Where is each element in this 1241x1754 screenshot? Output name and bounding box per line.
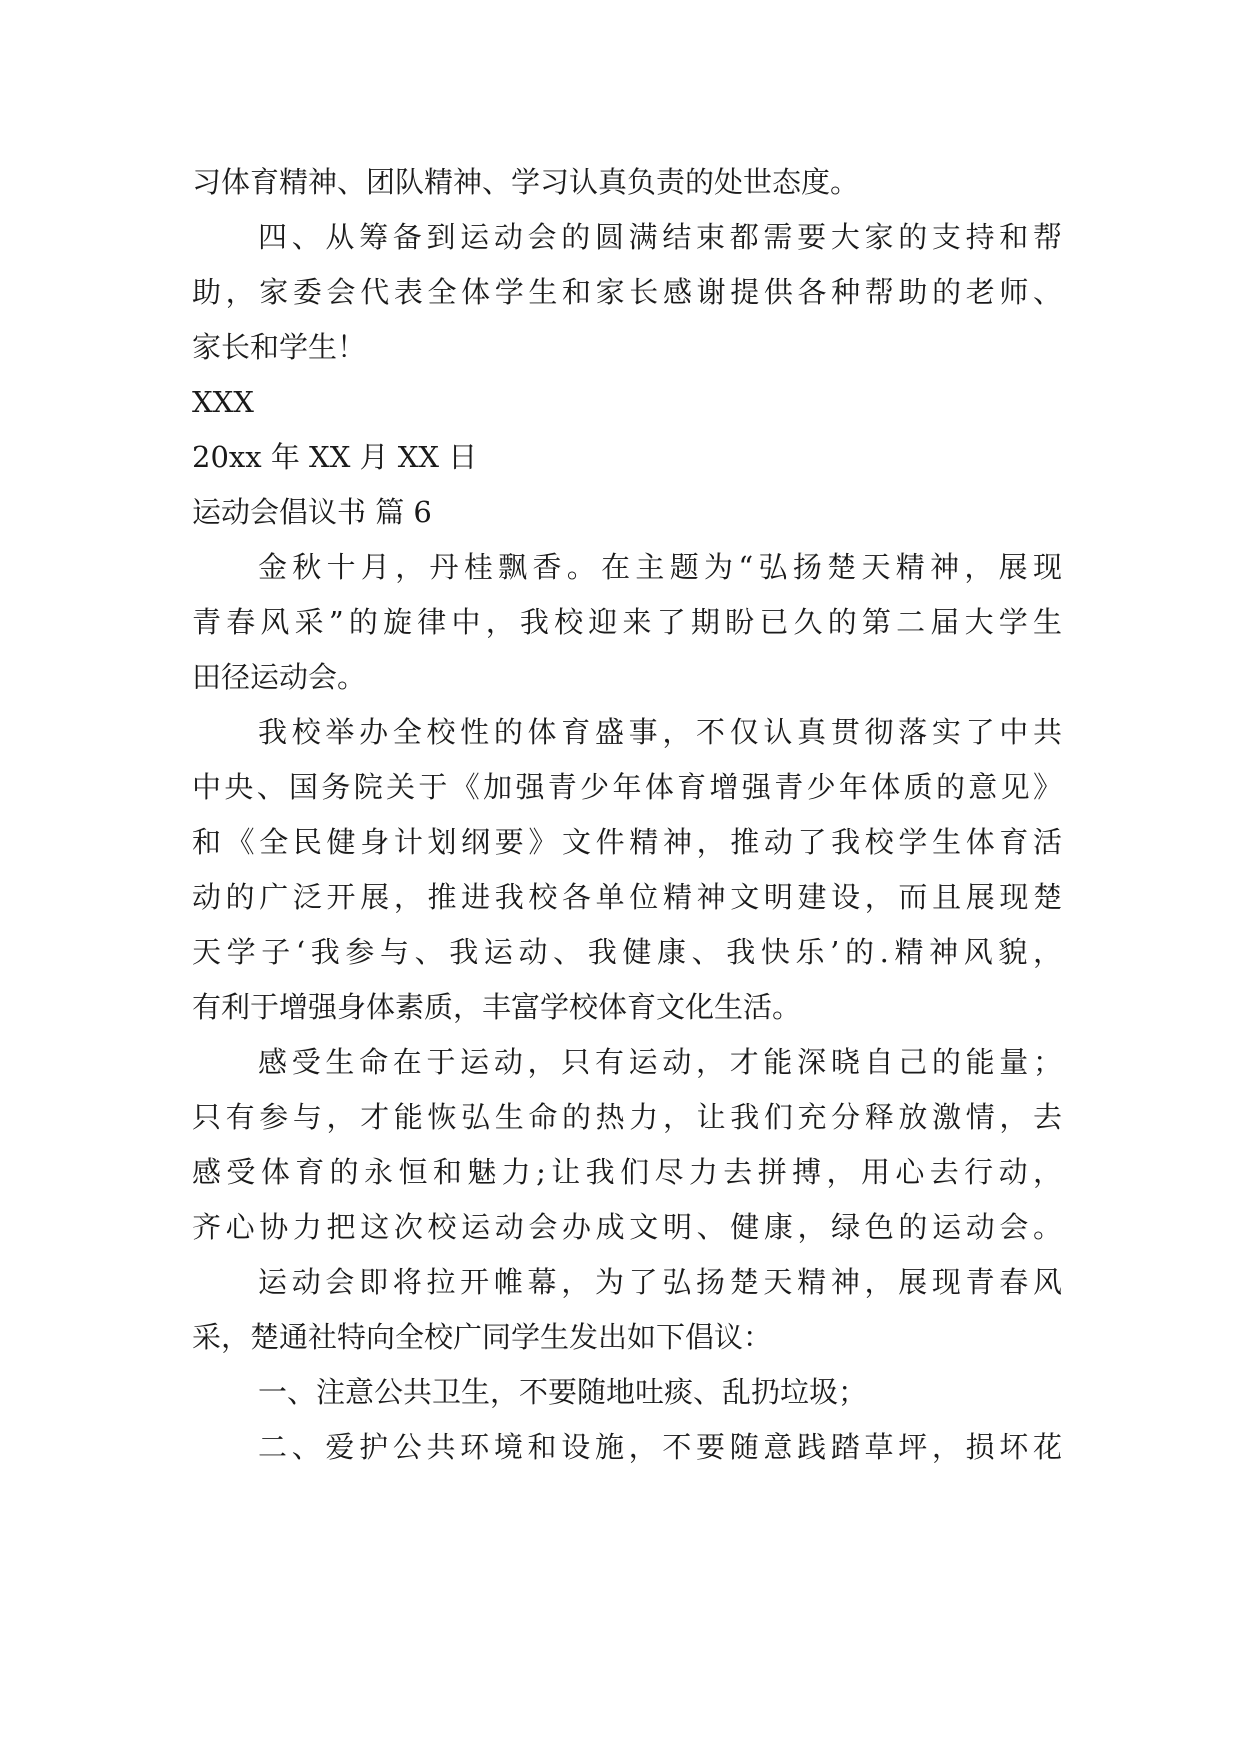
paragraph-line: 只有参与，才能恢弘生命的热力，让我们充分释放激情，去 xyxy=(192,1100,1062,1134)
paragraph-line: 田径运动会。 xyxy=(192,660,367,694)
paragraph-line: 家长和学生！ xyxy=(192,330,367,364)
paragraph-line: 我校举办全校性的体育盛事，不仅认真贯彻落实了中共 xyxy=(258,715,1062,749)
paragraph-line: 有利于增强身体素质，丰富学校体育文化生活。 xyxy=(192,990,802,1024)
paragraph-line: 齐心协力把这次校运动会办成文明、健康，绿色的运动会。 xyxy=(192,1210,1062,1244)
list-item: 二、爱护公共环境和设施，不要随意践踏草坪，损坏花 xyxy=(258,1430,1062,1464)
paragraph-line: 四、从筹备到运动会的圆满结束都需要大家的支持和帮 xyxy=(258,220,1062,254)
signature-name: XXX xyxy=(192,385,254,419)
paragraph-line: 青春风采”的旋律中，我校迎来了期盼已久的第二届大学生 xyxy=(192,605,1062,639)
paragraph-line: 中央、国务院关于《加强青少年体育增强青少年体质的意见》 xyxy=(192,770,1062,804)
paragraph-line: 感受生命在于运动，只有运动，才能深晓自己的能量； xyxy=(258,1045,1062,1079)
document-body xyxy=(192,155,1062,1475)
paragraph-line: 习体育精神、团队精神、学习认真负责的处世态度。 xyxy=(192,165,860,199)
paragraph-line: 和《全民健身计划纲要》文件精神，推动了我校学生体育活 xyxy=(192,825,1062,859)
paragraph-line: 动的广泛开展，推进我校各单位精神文明建设，而且展现楚 xyxy=(192,880,1062,914)
paragraph-line: 感受体育的永恒和魅力;让我们尽力去拼搏，用心去行动， xyxy=(192,1155,1062,1189)
paragraph-line: 助，家委会代表全体学生和家长感谢提供各种帮助的老师、 xyxy=(192,275,1062,309)
list-item: 一、注意公共卫生，不要随地吐痰、乱扔垃圾； xyxy=(258,1375,868,1409)
section-title: 运动会倡议书 篇 6 xyxy=(192,495,432,529)
paragraph-line: 采，楚通社特向全校广同学生发出如下倡议： xyxy=(192,1320,773,1354)
paragraph-line: 天学子‘我参与、我运动、我健康、我快乐’的.精神风貌， xyxy=(192,935,1062,969)
paragraph-line: 金秋十月，丹桂飘香。在主题为“弘扬楚天精神，展现 xyxy=(258,550,1062,584)
paragraph-line: 运动会即将拉开帷幕，为了弘扬楚天精神，展现青春风 xyxy=(258,1265,1062,1299)
signature-date: 20xx 年 XX 月 XX 日 xyxy=(192,440,478,474)
